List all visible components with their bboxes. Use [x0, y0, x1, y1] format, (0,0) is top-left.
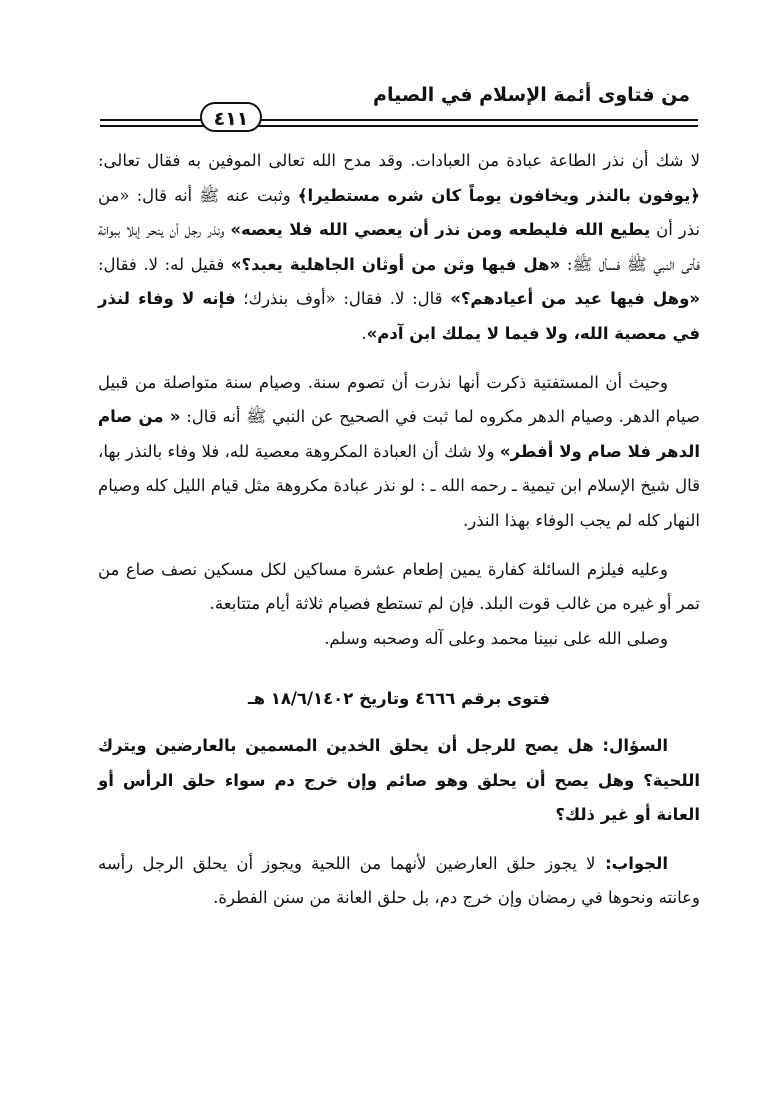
answer-label: الجواب:: [595, 853, 668, 873]
hadith-quote-bold: فإنه لا وفاء لنذر في معصية الله، ولا فيما لا يملك ابن آدم»: [98, 289, 700, 343]
header-rule-right-bottom: [258, 125, 698, 127]
answer-paragraph: [98, 847, 700, 916]
running-header-title: من فتاوى أئمة الإسلام في الصيام: [373, 84, 690, 106]
page-number: ٤١١: [200, 102, 262, 132]
text-span: وثبت عنه ﷺ أنه قال:: [129, 185, 298, 205]
text-span: وحيث أن المستفتية ذكرت أنها نذرت أن تصوم سنة. وصيام سنة متواصلة من قبيل صيام الدهر. وصيام الدهر مكروه لما ثبت في الصحيح عن النبي ﷺ أنه قال:: [98, 372, 700, 427]
hadith-quote-bold: «وهل فيها عيد من أعيادهم؟»: [450, 289, 701, 309]
question-paragraph: [98, 729, 700, 833]
fatwa-heading: فتوى برقم ٤٦٦٦ وتاريخ ١٨/٦/١٤٠٢ هـ: [247, 689, 551, 709]
header-rule-left-top: [100, 119, 206, 121]
hadith-quote-bold: يطيع الله فليطعه ومن نذر أن يعصي الله فلا يعصه»: [230, 220, 651, 240]
text-span: لا شك أن نذر الطاعة عبادة من العبادات. وقد مدح الله تعالى الموفين به فقال تعالى:: [98, 151, 700, 170]
header-rule-left-bottom: [100, 125, 206, 127]
hadith-quote-bold: «هل فيها وثن من أوثان الجاهلية يعبد؟»: [230, 254, 561, 274]
text-span: ولا شك أن العبادة المكروهة معصية لله، فلا وفاء بالنذر بها، قال شيخ الإسلام ابن تيمية ـ رحمه الله ـ : لو نذر عبادة مكروهة مثل قيام الليل كله وصيام النهار كله لم يجب الوفاء بهذا النذر.: [98, 441, 700, 530]
question-label: السؤال:: [593, 735, 668, 755]
quran-verse: ﴿يوفون بالنذر ويخافون يوماً كان شره مستطيرا﴾: [297, 185, 700, 205]
text-span: ونذر رجل أن ينحر إبلا ببوانة فأتى النبي ﷺ فسأل ﷺ:: [98, 220, 700, 274]
paragraph-year-fast: [98, 366, 700, 539]
hadith-quote: «أوف بنذرك؛: [235, 289, 336, 309]
paragraph-expiation: وعليه فيلزم السائلة كفارة يمين إطعام عشرة مساكين لكل مسكين نصف صاع من تمر أو غيره من غالب قوت البلد. فإن لم تستطع فصيام ثلاثة أيام متتابعة.: [98, 559, 700, 614]
page-body: [98, 144, 700, 916]
paragraph-vow-obedience: [98, 144, 700, 352]
text-span: .: [361, 323, 367, 343]
hadith-quote-bold: « من صام الدهر فلا صام ولا أفطر»: [98, 407, 700, 461]
text-span: قال: لا. فقال:: [335, 289, 451, 309]
closing-prayer: وصلى الله على نبينا محمد وعلى آله وصحبه وسلم.: [324, 628, 668, 648]
header-rule-right-top: [258, 119, 698, 121]
answer-text: لا يجوز حلق العارضين لأنهما من اللحية ويجوز أن يحلق الرجل رأسه وعانته ونحوها في رمضان وإن خرج دم، بل حلق العانة من سنن الفطرة.: [98, 853, 700, 908]
text-span: فقيل له: لا. فقال:: [98, 254, 231, 274]
question-text: هل يصح للرجل أن يحلق الخدين المسمين بالعارضين ويترك اللحية؟ وهل يصح أن يحلق وهو صائم وإن خرج دم سواء حلق الرأس أو العانة أو غير ذلك؟: [98, 735, 700, 825]
hadith-quote: «من نذر أن: [98, 185, 701, 240]
